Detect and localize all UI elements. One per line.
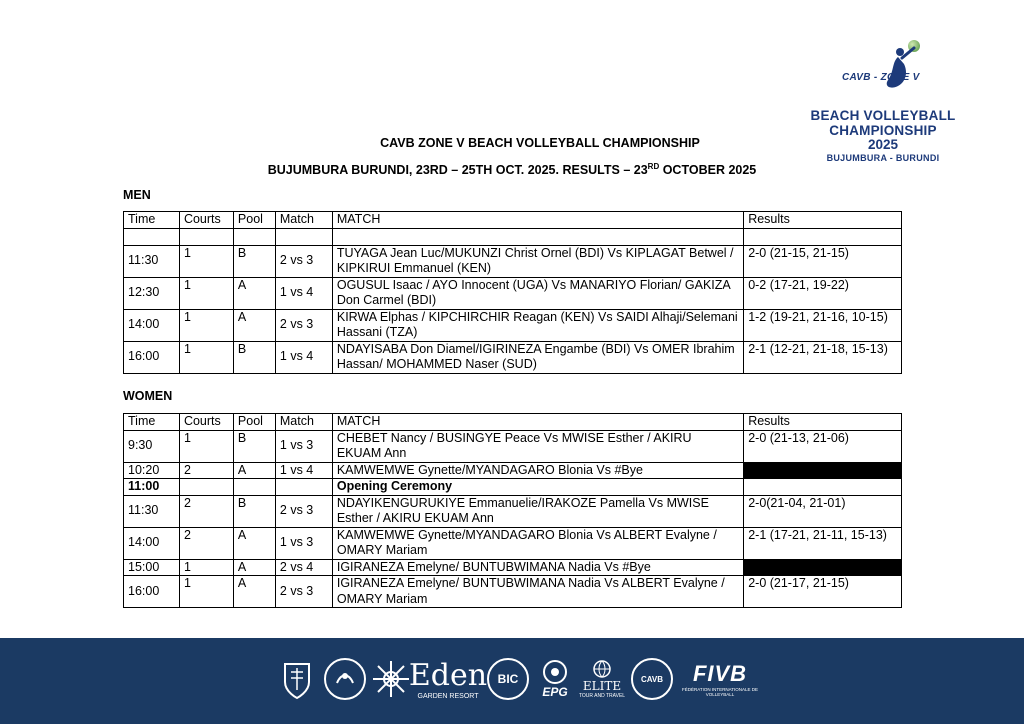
header-match: Match <box>275 212 332 229</box>
snowflake-ornament-icon <box>371 659 411 699</box>
cell-result: 2-0 (21-13, 21-06) <box>744 430 902 462</box>
header-teams: MATCH <box>332 414 743 431</box>
header-match: Match <box>275 414 332 431</box>
logo-line1: BEACH VOLLEYBALL <box>810 108 956 123</box>
empty-cell <box>744 228 902 245</box>
fivb-logo <box>680 654 760 704</box>
cell-pool: A <box>233 277 275 309</box>
header-time: Time <box>124 414 180 431</box>
cell-teams: KAMWEMWE Gynette/MYANDAGARO Blonia Vs #Bye <box>332 462 743 479</box>
empty-cell <box>179 228 233 245</box>
fivb-text: FIVB <box>692 661 748 686</box>
championship-logo <box>792 38 974 172</box>
cell-teams: NDAYISABA Don Diamel/IGIRINEZA Engambe (BDI) Vs OMER Ibrahim Hassan/ MOHAMMED Naser (SUD) <box>332 341 743 373</box>
men-section-label: MEN <box>123 188 151 202</box>
cell-result: 1-2 (19-21, 21-16, 10-15) <box>744 309 902 341</box>
cell-match: 2 vs 3 <box>275 245 332 277</box>
logo-year: 2025 <box>867 137 899 152</box>
cell-result <box>744 462 902 479</box>
epg-emblem-icon <box>540 659 570 685</box>
header-teams: MATCH <box>332 212 743 229</box>
cell-time: 11:00 <box>124 479 180 496</box>
cell-match: 1 vs 3 <box>275 430 332 462</box>
cell-teams: KAMWEMWE Gynette/MYANDAGARO Blonia Vs ALBERT Evalyne / OMARY Mariam <box>332 527 743 559</box>
table-row <box>124 527 902 559</box>
cell-pool: B <box>233 495 275 527</box>
cell-time: 11:30 <box>124 495 180 527</box>
federation-seal-icon <box>324 658 366 700</box>
cell-pool: A <box>233 576 275 608</box>
cell-result <box>744 559 902 576</box>
cell-court: 1 <box>179 245 233 277</box>
cell-court: 1 <box>179 309 233 341</box>
cell-court <box>179 479 233 496</box>
header-courts: Courts <box>179 414 233 431</box>
table-header-row <box>124 414 902 431</box>
table-row <box>124 576 902 608</box>
table-row <box>124 245 902 277</box>
coat-of-arms-logo <box>276 654 318 704</box>
cell-match: 1 vs 3 <box>275 527 332 559</box>
header-pool: Pool <box>233 414 275 431</box>
cell-pool <box>233 479 275 496</box>
cell-teams: NDAYIKENGURUKIYE Emmanuelie/IRAKOZE Pamella Vs MWISE Esther / AKIRU EKUAM Ann <box>332 495 743 527</box>
sponsor-footer <box>0 638 1024 724</box>
cavb-footer-logo <box>630 654 674 704</box>
empty-cell <box>124 228 180 245</box>
header-pool: Pool <box>233 212 275 229</box>
table-row <box>124 309 902 341</box>
cell-teams: IGIRANEZA Emelyne/ BUNTUBWIMANA Nadia Vs #Bye <box>332 559 743 576</box>
men-results-table <box>123 211 902 374</box>
cell-teams: KIRWA Elphas / KIPCHIRCHIR Reagan (KEN) Vs SAIDI Alhaji/Selemani Hassani (TZA) <box>332 309 743 341</box>
eden-logo <box>408 654 488 704</box>
cell-time: 11:30 <box>124 245 180 277</box>
logo-location: BUJUMBURA - BURUNDI <box>826 153 940 163</box>
cell-pool: B <box>233 245 275 277</box>
subtitle-part-a: BUJUMBURA BURUNDI, 23RD – 25TH OCT. 2025. RESULTS – 23 <box>267 163 648 177</box>
cell-time: 12:30 <box>124 277 180 309</box>
cell-match: 1 vs 4 <box>275 341 332 373</box>
table-row <box>124 341 902 373</box>
bic-logo <box>486 654 530 704</box>
header-courts: Courts <box>179 212 233 229</box>
elite-subtext: TOUR AND TRAVEL <box>578 693 626 699</box>
crest-icon <box>277 656 317 702</box>
cell-teams: Opening Ceremony <box>332 479 743 496</box>
cavb-footer-text: CAVB <box>631 658 673 700</box>
logo-cavb-text: CAVB - ZONE V <box>842 72 920 83</box>
cell-result: 2-0 (21-17, 21-15) <box>744 576 902 608</box>
cell-pool: B <box>233 341 275 373</box>
globe-icon <box>592 659 612 679</box>
cell-result: 2-0(21-04, 21-01) <box>744 495 902 527</box>
eden-text: Eden <box>408 658 488 693</box>
cell-court: 2 <box>179 462 233 479</box>
cell-teams: IGIRANEZA Emelyne/ BUNTUBWIMANA Nadia Vs ALBERT Evalyne / OMARY Mariam <box>332 576 743 608</box>
ornament-logo <box>370 654 412 704</box>
cell-match: 2 vs 3 <box>275 309 332 341</box>
cell-match: 2 vs 4 <box>275 559 332 576</box>
cell-court: 1 <box>179 576 233 608</box>
cell-court: 1 <box>179 430 233 462</box>
header-results: Results <box>744 414 902 431</box>
table-row <box>124 479 902 496</box>
women-results-table <box>123 413 902 608</box>
cell-court: 2 <box>179 495 233 527</box>
table-row <box>124 462 902 479</box>
cell-time: 15:00 <box>124 559 180 576</box>
subtitle-sup: RD <box>647 162 660 171</box>
cell-time: 14:00 <box>124 309 180 341</box>
cell-pool: A <box>233 527 275 559</box>
cell-result: 0-2 (17-21, 19-22) <box>744 277 902 309</box>
bic-text: BIC <box>487 658 529 700</box>
cell-teams: OGUSUL Isaac / AYO Innocent (UGA) Vs MANARIYO Florian/ GAKIZA Don Carmel (BDI) <box>332 277 743 309</box>
cell-court: 1 <box>179 277 233 309</box>
cell-pool: A <box>233 462 275 479</box>
empty-cell <box>332 228 743 245</box>
table-row <box>124 495 902 527</box>
table-row <box>124 277 902 309</box>
eden-subtext: GARDEN RESORT <box>417 693 479 700</box>
cell-time: 16:00 <box>124 341 180 373</box>
player-silhouette-icon <box>874 46 922 92</box>
women-section-label: WOMEN <box>123 389 173 403</box>
cell-time: 10:20 <box>124 462 180 479</box>
cell-pool: A <box>233 559 275 576</box>
empty-cell <box>233 228 275 245</box>
empty-cell <box>275 228 332 245</box>
cell-court: 1 <box>179 559 233 576</box>
header-time: Time <box>124 212 180 229</box>
cell-result: 2-1 (12-21, 21-18, 15-13) <box>744 341 902 373</box>
cell-result <box>744 479 902 496</box>
subtitle-part-b: OCTOBER 2025 <box>659 163 757 177</box>
cell-result: 2-0 (21-15, 21-15) <box>744 245 902 277</box>
cell-match <box>275 479 332 496</box>
cell-time: 14:00 <box>124 527 180 559</box>
federation-logo <box>323 654 367 704</box>
cell-teams: TUYAGA Jean Luc/MUKUNZI Christ Ornel (BDI) Vs KIPLAGAT Betwel / KIPKIRUI Emmanuel (KEN) <box>332 245 743 277</box>
epg-text: EPG <box>542 685 568 699</box>
logo-line2: CHAMPIONSHIP <box>829 123 937 138</box>
elite-logo <box>578 654 626 704</box>
cell-result: 2-1 (17-21, 21-11, 15-13) <box>744 527 902 559</box>
empty-row <box>124 228 902 245</box>
cell-pool: A <box>233 309 275 341</box>
cell-court: 1 <box>179 341 233 373</box>
cell-time: 16:00 <box>124 576 180 608</box>
cell-court: 2 <box>179 527 233 559</box>
document-title: CAVB ZONE V BEACH VOLLEYBALL CHAMPIONSHIP <box>380 136 700 150</box>
fivb-subtext: FÉDÉRATION INTERNATIONALE DE VOLLEYBALL <box>681 687 759 697</box>
table-row <box>124 559 902 576</box>
cell-match: 1 vs 4 <box>275 277 332 309</box>
document-subtitle <box>0 162 1024 177</box>
cell-time: 9:30 <box>124 430 180 462</box>
table-header-row <box>124 212 902 229</box>
cell-pool: B <box>233 430 275 462</box>
cell-match: 1 vs 4 <box>275 462 332 479</box>
table-row <box>124 430 902 462</box>
header-results: Results <box>744 212 902 229</box>
epg-logo <box>534 654 576 704</box>
elite-text: ELITE <box>582 679 622 693</box>
cell-match: 2 vs 3 <box>275 495 332 527</box>
cell-match: 2 vs 3 <box>275 576 332 608</box>
cell-teams: CHEBET Nancy / BUSINGYE Peace Vs MWISE Esther / AKIRU EKUAM Ann <box>332 430 743 462</box>
